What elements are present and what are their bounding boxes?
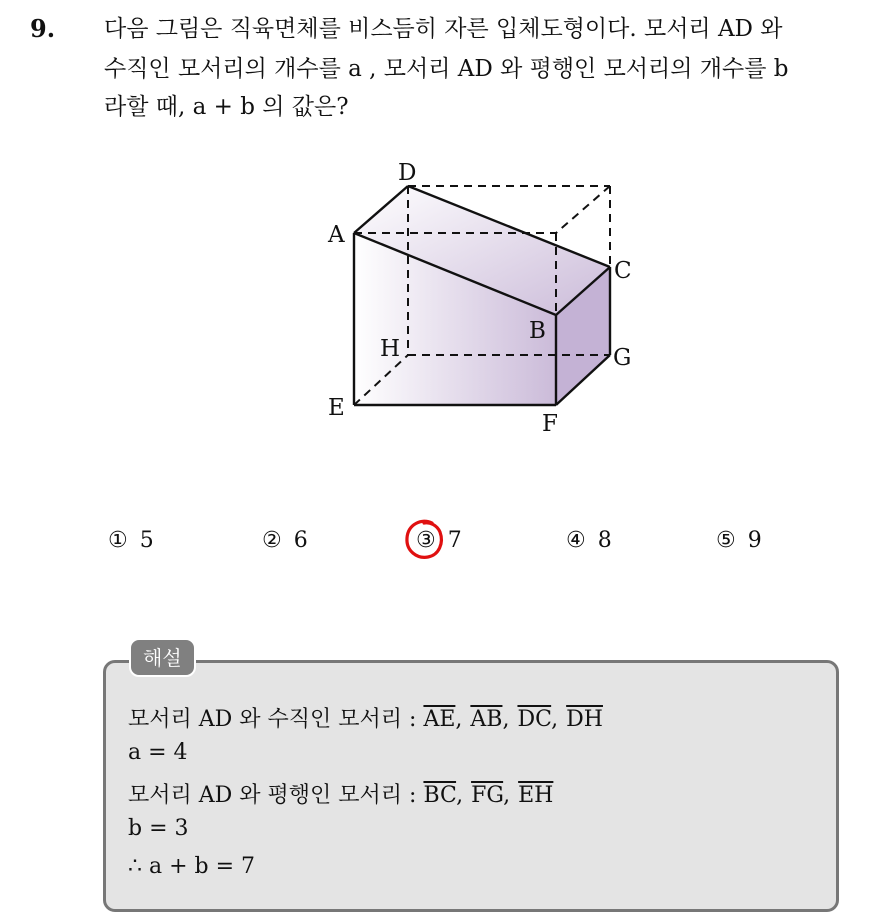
parallel-edge-1: $\overline{BC}$	[423, 783, 457, 808]
parallel-edge-2: $\overline{FG}$	[471, 783, 504, 808]
choice-4[interactable]	[566, 528, 612, 553]
label-D: D	[398, 160, 417, 186]
solid-figure	[320, 150, 660, 440]
choice-5-value: 9	[747, 528, 762, 553]
label-H: H	[380, 336, 401, 362]
answer-circle-mark	[402, 516, 446, 562]
solution-line-2: a = 4	[128, 740, 188, 765]
solution-line-5: ∴ a + b = 7	[128, 854, 256, 879]
comma: ,	[551, 707, 559, 732]
solution-line-1	[128, 702, 603, 733]
label-A: A	[328, 222, 345, 248]
question-text-line-2: 수직인 모서리의 개수를 a , 모서리 AD 와 평행인 모서리의 개수를 b	[104, 56, 789, 82]
label-E: E	[328, 395, 345, 421]
choice-4-number: ④	[566, 528, 586, 553]
solid-figure-svg	[320, 150, 660, 440]
perpendicular-edge-4: $\overline{DH}$	[566, 707, 603, 732]
perpendicular-edge-2: $\overline{AB}$	[470, 707, 503, 732]
solution-line-3	[128, 778, 553, 809]
question-text-line-3: 라할 때, a + b 의 값은?	[104, 94, 349, 120]
label-F: F	[542, 411, 558, 437]
choice-1-number: ①	[108, 528, 128, 553]
choice-1[interactable]	[108, 528, 154, 553]
perpendicular-prefix: 모서리 AD 와 수직인 모서리 :	[128, 707, 417, 732]
label-B: B	[529, 318, 546, 344]
choice-4-value: 8	[597, 528, 612, 553]
choice-5[interactable]	[716, 528, 762, 553]
parallel-edge-3: $\overline{EH}$	[518, 783, 554, 808]
question-number: 9.	[30, 14, 56, 43]
choice-2-number: ②	[262, 528, 282, 553]
comma: ,	[456, 783, 464, 808]
comma: ,	[503, 783, 511, 808]
choice-2[interactable]	[262, 528, 308, 553]
label-G: G	[613, 345, 632, 371]
parallel-prefix: 모서리 AD 와 평행인 모서리 :	[128, 783, 417, 808]
question-text-line-1: 다음 그림은 직육면체를 비스듬히 자른 입체도형이다. 모서리 AD 와	[104, 16, 783, 42]
choice-3-number: ③	[416, 528, 436, 553]
label-C: C	[614, 258, 632, 284]
comma: ,	[502, 707, 510, 732]
choice-2-value: 6	[293, 528, 308, 553]
perpendicular-edge-3: $\overline{DC}$	[517, 707, 552, 732]
solution-line-4: b = 3	[128, 816, 189, 841]
comma: ,	[455, 707, 463, 732]
choice-5-number: ⑤	[716, 528, 736, 553]
perpendicular-edge-1: $\overline{AE}$	[423, 707, 456, 732]
solution-tag: 해설	[129, 638, 196, 677]
choice-3-value: 7	[447, 528, 462, 553]
choice-1-value: 5	[139, 528, 154, 553]
